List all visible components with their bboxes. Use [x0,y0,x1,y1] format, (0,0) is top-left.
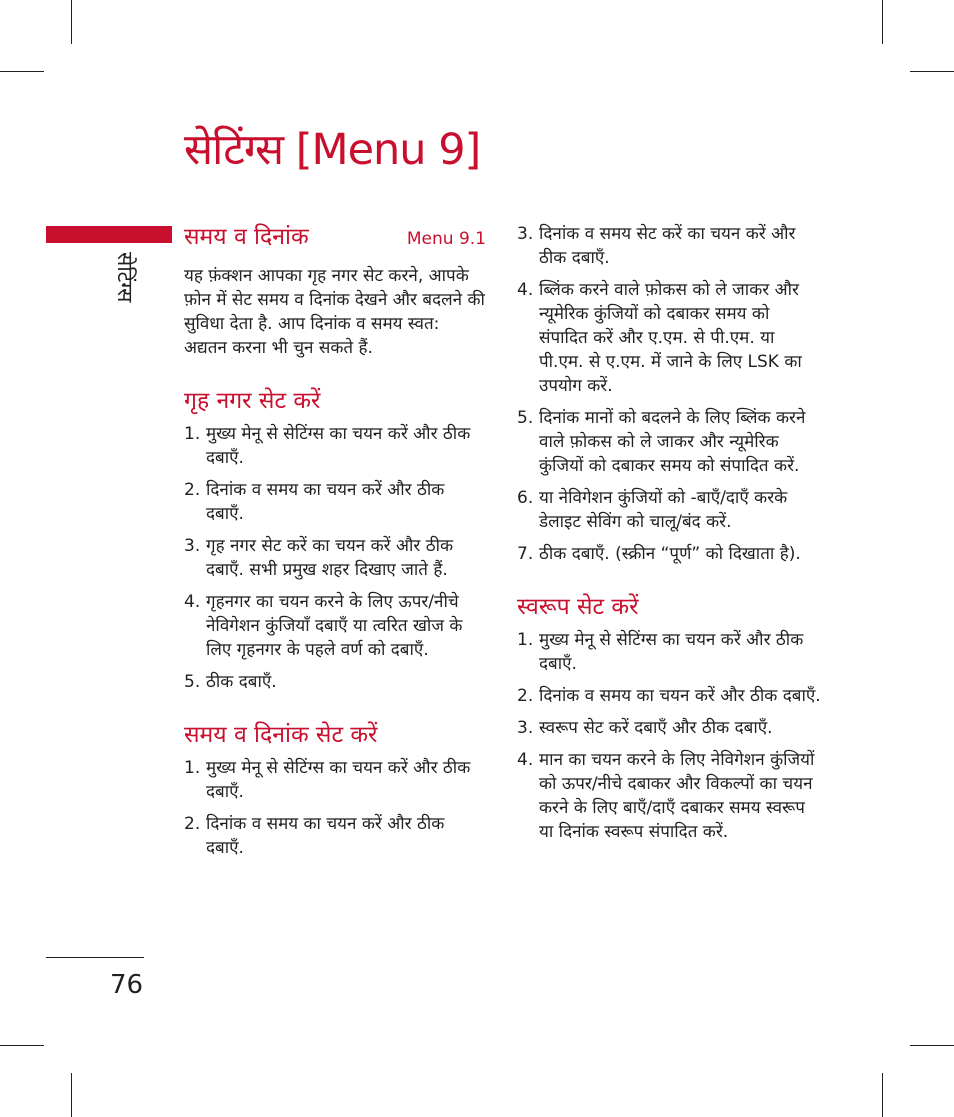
crop-mark [71,0,72,44]
section-heading [184,222,486,254]
crop-mark [71,1073,72,1117]
section-heading-text: समय व दिनांक [184,224,309,250]
step-text: दिनांक व समय का चयन करें और ठीक दबाएँ. [206,814,445,858]
section-heading-text: गृह नगर सेट करें [184,388,321,414]
list-item [517,684,823,708]
list-item [517,542,823,566]
step-number: 4. [517,750,534,770]
list-item [184,422,486,470]
step-text: मुख्य मेनू से सेटिंग्स का चयन करें और ठीक दबाएँ. [539,630,804,674]
section-heading-text: स्वरूप सेट करें [517,594,639,620]
list-item [517,748,823,844]
steps-list-continued [517,222,823,566]
list-item [517,222,823,270]
footer-rule [46,957,144,958]
list-item [184,478,486,526]
step-text: मुख्य मेनू से सेटिंग्स का चयन करें और ठीक दबाएँ. [206,758,471,802]
step-number: 1. [184,424,201,444]
step-text: या नेविगेशन कुंजियों को -बाएँ/दाएँ करके डेलाइट सेविंग को चालू/बंद करें. [539,488,788,532]
step-number: 1. [517,630,534,650]
page-number: 76 [110,970,144,1000]
crop-mark [910,1045,954,1046]
step-number: 6. [517,488,534,508]
section-heading [184,386,486,416]
step-text: मान का चयन करने के लिए नेविगेशन कुंजियों को ऊपर/नीचे दबाकर और विकल्पों का चयन करने के लिए बाएँ/दाएँ दबाकर समय स्वरूप या दिनांक स्वरूप संपादित करें. [539,750,815,842]
step-text: दिनांक मानों को बदलने के लिए ब्लिंक करने वाले फ़ोकस को ले जाकर और न्यूमेरिक कुंजियों को दबाकर समय को संपादित करें. [539,408,806,476]
crop-mark [0,71,44,72]
section-set-home-city [184,386,486,694]
step-number: 2. [517,686,534,706]
step-text: दिनांक व समय का चयन करें और ठीक दबाएँ. [539,686,821,706]
section-heading-text: समय व दिनांक सेट करें [184,722,378,748]
menu-reference: Menu 9.1 [406,229,486,249]
list-item [184,670,486,694]
step-number: 3. [184,536,201,556]
step-text: ब्लिंक करने वाले फ़ोकस को ले जाकर और न्यूमेरिक कुंजियों को दबाकर समय को संपादित करें और ए.एम. से पी.एम. या पी.एम. से ए.एम. में जाने के लिए LSK का उपयोग करें. [539,280,802,396]
step-number: 1. [184,758,201,778]
step-number: 2. [184,814,201,834]
side-chapter-label: सेटिंग्स [113,252,137,303]
section-set-date-time [184,720,486,860]
page-title: सेटिंग्स [Menu 9] [184,125,481,175]
section-date-time [184,222,486,360]
step-number: 3. [517,718,534,738]
list-item [184,812,486,860]
crop-mark [0,1045,44,1046]
list-item [184,534,486,582]
step-text: ठीक दबाएँ. [206,672,277,692]
step-text: दिनांक व समय सेट करें का चयन करें और ठीक दबाएँ. [539,224,796,268]
crop-mark [910,71,954,72]
step-number: 4. [517,280,534,300]
left-column [184,222,486,868]
list-item [517,628,823,676]
step-number: 7. [517,544,534,564]
step-number: 2. [184,480,201,500]
list-item [517,278,823,398]
side-tab-marker [46,226,172,243]
step-text: गृहनगर का चयन करने के लिए ऊपर/नीचे नेविगेशन कुंजियाँ दबाएँ या त्वरित खोज के लिए गृहनगर के पहले वर्ण को दबाएँ. [206,592,463,660]
crop-mark [882,0,883,44]
step-number: 4. [184,592,201,612]
list-item [517,406,823,478]
step-number: 5. [184,672,201,692]
step-text: ठीक दबाएँ. (स्क्रीन “पूर्ण” को दिखाता है). [539,544,801,564]
step-text: दिनांक व समय का चयन करें और ठीक दबाएँ. [206,480,445,524]
steps-list [184,422,486,694]
step-number: 5. [517,408,534,428]
step-text: स्वरूप सेट करें दबाएँ और ठीक दबाएँ. [539,718,773,738]
steps-list [184,756,486,860]
step-text: गृह नगर सेट करें का चयन करें और ठीक दबाएँ. सभी प्रमुख शहर दिखाए जाते हैं. [206,536,454,580]
list-item [184,756,486,804]
crop-mark [882,1073,883,1117]
step-number: 3. [517,224,534,244]
right-column [517,222,823,852]
list-item [517,486,823,534]
section-set-format [517,592,823,844]
step-text: मुख्य मेनू से सेटिंग्स का चयन करें और ठीक दबाएँ. [206,424,471,468]
intro-paragraph: यह फ़ंक्शन आपका गृह नगर सेट करने, आपके फ़ोन में सेट समय व दिनांक देखने और बदलने की सुविधा देता है. आप दिनांक व समय स्वत: अद्यतन करना भी चुन सकते हैं. [184,266,485,358]
section-heading [517,592,823,622]
list-item [517,716,823,740]
steps-list [517,628,823,844]
list-item [184,590,486,662]
section-heading [184,720,486,750]
